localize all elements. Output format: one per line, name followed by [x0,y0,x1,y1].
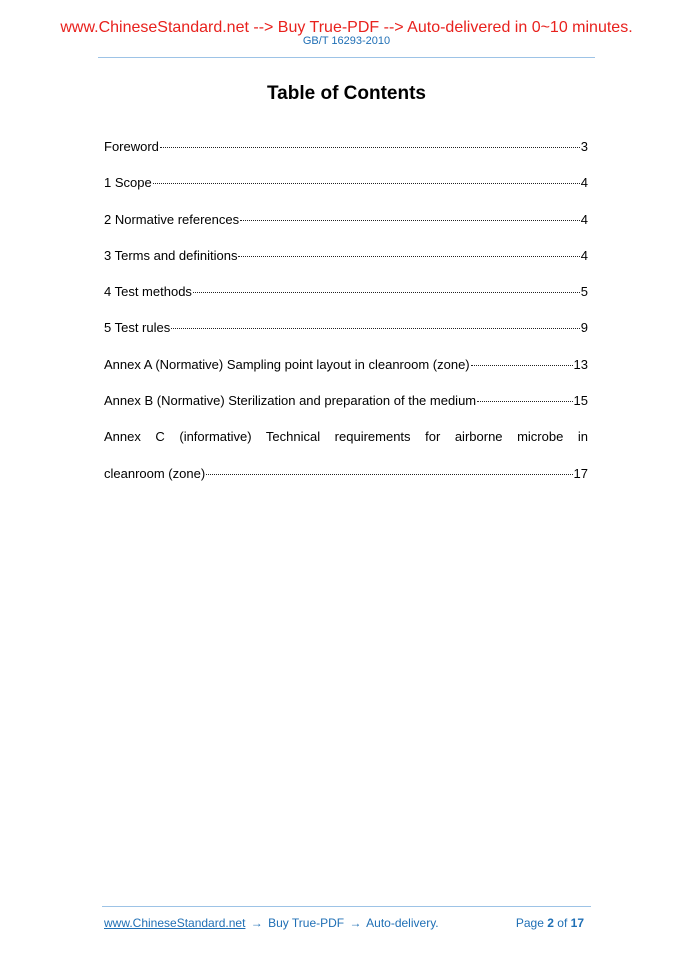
toc-leader-dots [471,365,573,366]
toc-entry-scope[interactable] [104,174,588,210]
toc-entry-label: Annex C (informative) Technical requirements for airborne microbe in [104,429,588,445]
right-arrow-icon: → [349,916,362,930]
toc-entry-test-rules[interactable] [104,319,588,355]
total-pages: 17 [570,916,584,930]
toc-entry-page: 4 [580,211,588,227]
toc-leader-dots [153,183,580,184]
toc-entry-page: 5 [580,284,588,300]
toc-entry-label: 1 Scope [104,175,152,191]
toc-entry-annex-c[interactable] [104,428,588,464]
toc-entry-annex-b[interactable] [104,392,588,428]
table-of-contents [104,138,588,501]
footer-divider [102,906,591,907]
right-arrow-icon: → [250,916,263,930]
toc-leader-dots [193,292,580,293]
promo-banner[interactable]: www.ChineseStandard.net --> Buy True-PDF --> Auto-delivered in 0~10 minutes. [60,19,633,36]
toc-entry-label: 2 Normative references [104,211,240,227]
toc-entry-page: 9 [580,320,588,336]
page-number [516,916,584,931]
toc-entry-annex-c-continued[interactable] [104,465,588,501]
toc-entry-annex-a[interactable] [104,356,588,392]
toc-leader-dots [477,401,572,402]
page-title: Table of Contents [266,83,427,104]
toc-entry-label: 4 Test methods [104,284,192,300]
buy-pdf-text: Buy True-PDF [268,916,345,930]
toc-leader-dots [240,220,580,221]
toc-entry-label: 3 Terms and definitions [104,247,238,263]
toc-entry-page: 17 [573,465,588,481]
toc-entry-normative-references[interactable] [104,211,588,247]
toc-entry-label: Foreword [104,139,159,154]
toc-leader-dots [238,256,579,257]
toc-leader-dots [171,328,580,329]
toc-entry-label: cleanroom (zone) [104,465,206,481]
footer-promo [104,916,439,931]
auto-delivery-text: Auto-delivery. [366,916,439,930]
toc-entry-page: 4 [580,247,588,263]
toc-entry-foreword[interactable] [104,138,588,174]
toc-entry-label: 5 Test rules [104,320,171,336]
toc-entry-label: Annex B (Normative) Sterilization and preparation of the medium [104,393,477,409]
toc-leader-dots [206,474,572,475]
current-page: 2 [547,916,554,930]
website-link[interactable]: www.ChineseStandard.net [104,916,246,930]
toc-entry-page: 3 [580,139,588,154]
page-word: Page [515,916,544,930]
page-of: of [557,916,568,930]
toc-entry-label: Annex A (Normative) Sampling point layout in cleanroom (zone) [104,356,470,372]
toc-entry-test-methods[interactable] [104,283,588,319]
toc-entry-terms-definitions[interactable] [104,247,588,283]
header-divider [98,57,595,58]
toc-entry-page: 15 [573,393,588,409]
toc-entry-page: 13 [573,356,588,372]
standard-code: GB/T 16293-2010 [302,35,391,47]
toc-leader-dots [160,147,580,148]
toc-entry-page: 4 [580,175,588,191]
